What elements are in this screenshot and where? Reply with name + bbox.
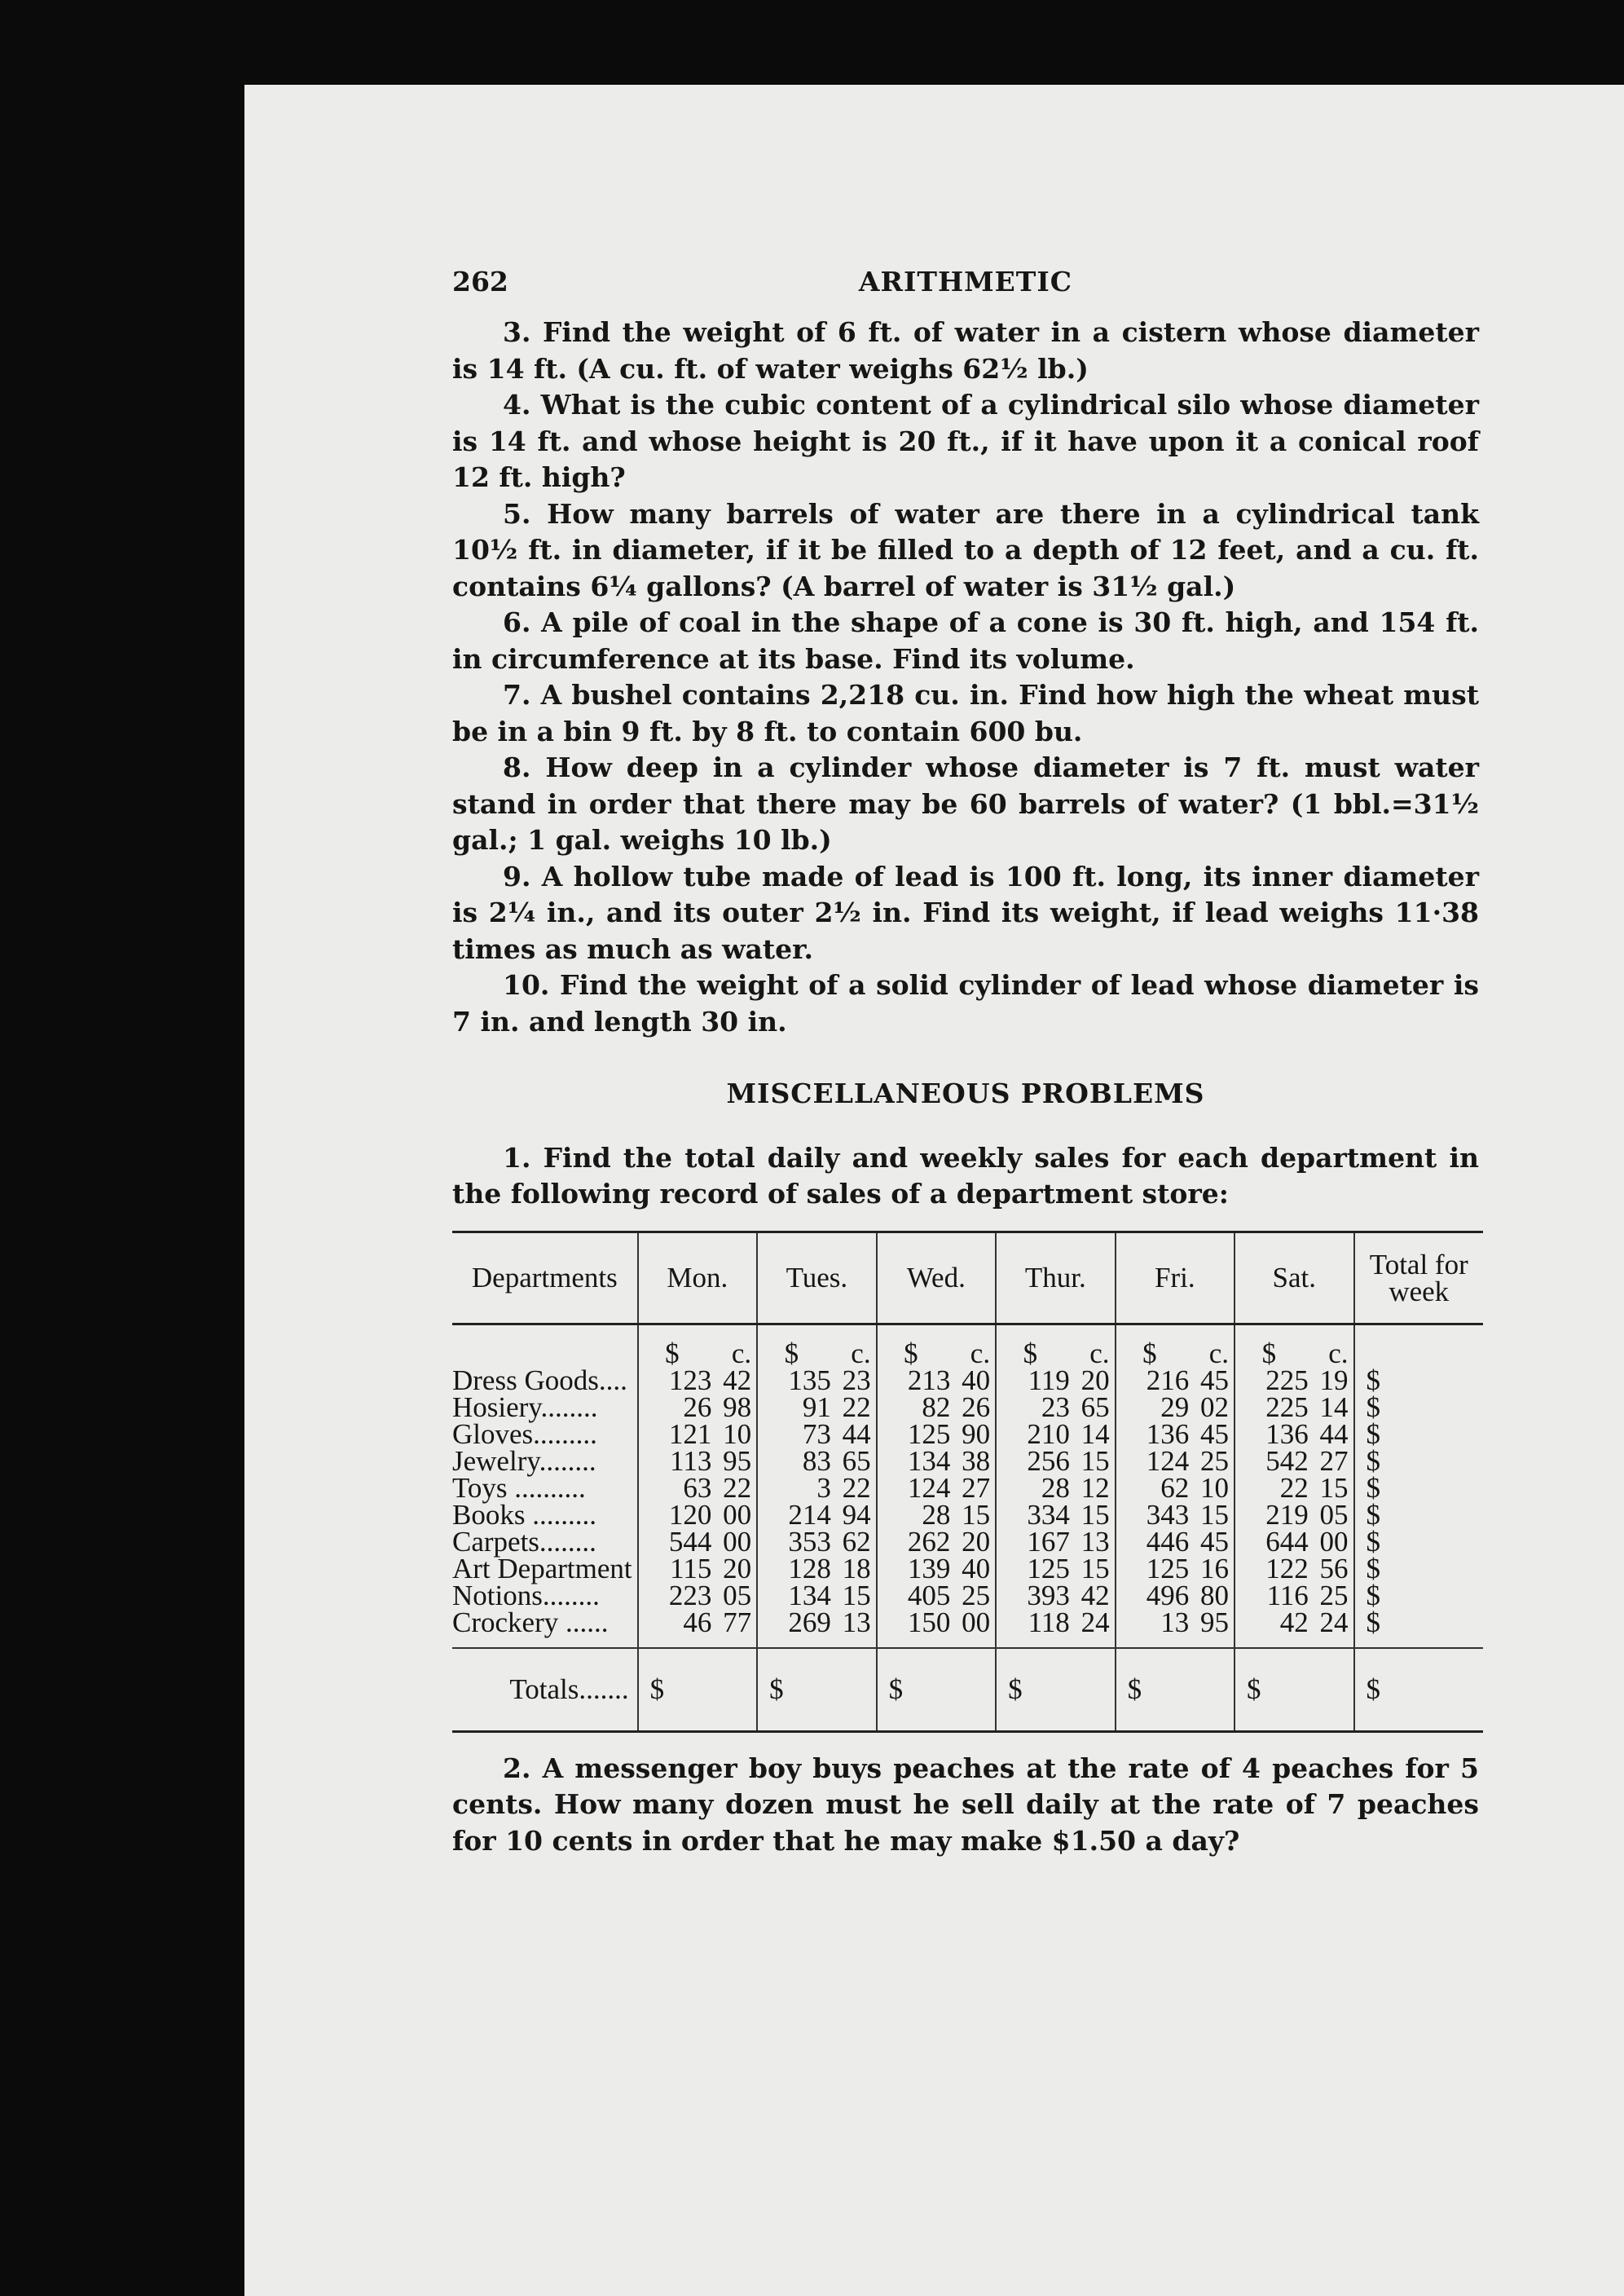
amount-dollars: 23: [1041, 1390, 1070, 1423]
amount-cents: 15: [1319, 1471, 1349, 1504]
amount-cents: 42: [1080, 1579, 1110, 1611]
amount-dollars: 134: [788, 1579, 831, 1611]
amount-dollars: 28: [922, 1498, 951, 1531]
units-label-cell: [452, 1324, 638, 1367]
table-row: [452, 1367, 1483, 1394]
units-cell: [757, 1324, 876, 1367]
sales-amount: [877, 1417, 996, 1450]
section-heading: MISCELLANEOUS PROBLEMS: [726, 1077, 1205, 1109]
sales-amount: [638, 1498, 757, 1531]
amount-dollars: 544: [668, 1525, 712, 1558]
totals-cell: $: [1116, 1648, 1235, 1732]
sales-amount: [1235, 1390, 1353, 1423]
amount-cents: 45: [1200, 1525, 1230, 1558]
sales-amount: [1235, 1525, 1353, 1558]
department-name: Jewelry........: [452, 1444, 596, 1477]
amount-cents: 10: [1200, 1471, 1230, 1504]
amount-dollars: 118: [1028, 1606, 1070, 1638]
amount-dollars: 393: [1027, 1579, 1070, 1611]
amount-cents: 90: [962, 1417, 991, 1450]
amount-cents: 77: [723, 1606, 752, 1638]
amount-dollars: 167: [1027, 1525, 1070, 1558]
amount-cents: 14: [1080, 1417, 1110, 1450]
running-title: ARITHMETIC: [858, 266, 1073, 297]
amount-dollars: 82: [922, 1390, 951, 1423]
totals-cell: $: [1354, 1648, 1483, 1732]
sales-amount: [877, 1606, 996, 1648]
totals-cell: $: [1235, 1648, 1353, 1732]
amount-cents: 65: [1080, 1390, 1110, 1423]
department-name: Books .........: [452, 1498, 596, 1531]
sales-table-body: [452, 1324, 1483, 1731]
amount-cents: 16: [1200, 1552, 1230, 1584]
amount-dollars: 120: [668, 1498, 712, 1531]
amount-dollars: 210: [1027, 1417, 1070, 1450]
amount-dollars: 542: [1265, 1444, 1309, 1477]
sales-amount: [757, 1364, 876, 1396]
week-total-cell: $: [1354, 1448, 1483, 1474]
table-row: [452, 1421, 1483, 1448]
amount-dollars: 29: [1160, 1390, 1190, 1423]
amount-cents: 20: [962, 1525, 991, 1558]
amount-cents: 15: [1200, 1498, 1230, 1531]
sales-amount: [1116, 1498, 1235, 1531]
sales-amount: [1116, 1552, 1235, 1584]
sales-amount: [877, 1364, 996, 1396]
amount-cents: 95: [723, 1444, 752, 1477]
sales-amount: [1235, 1444, 1353, 1477]
sales-amount: [1116, 1525, 1235, 1558]
sales-amount: [1116, 1471, 1235, 1504]
unit-dollar: $: [904, 1337, 918, 1369]
sales-amount: [638, 1364, 757, 1396]
table-header-row: [452, 1232, 1483, 1324]
book-page: [244, 85, 1624, 2296]
amount-cents: 12: [1080, 1471, 1110, 1504]
amount-cents: 40: [962, 1364, 991, 1396]
week-total-cell: $: [1354, 1474, 1483, 1501]
department-name: Notions........: [452, 1579, 600, 1611]
sales-amount: [1235, 1606, 1353, 1648]
week-total-cell: $: [1354, 1555, 1483, 1582]
sales-amount: [996, 1498, 1115, 1531]
week-total-cell: $: [1354, 1582, 1483, 1609]
sales-amount: [877, 1579, 996, 1611]
header-thur: Thur.: [996, 1232, 1115, 1324]
totals-row: [452, 1648, 1483, 1732]
amount-dollars: 405: [907, 1579, 951, 1611]
week-total-cell: $: [1354, 1609, 1483, 1648]
units-cell: [996, 1324, 1115, 1367]
amount-cents: 98: [723, 1390, 752, 1423]
sales-amount: [996, 1606, 1115, 1648]
problem-4: 4. What is the cubic content of a cylindrical silo whose diameter is 14 ft. and whose height is 20 ft., if it have upon it a conical roof 12 ft. high?: [452, 389, 1479, 493]
unit-dollar: $: [784, 1337, 799, 1369]
totals-cell: $: [996, 1648, 1115, 1732]
sales-amount: [996, 1390, 1115, 1423]
amount-cents: 15: [1080, 1552, 1110, 1584]
amount-dollars: 73: [802, 1417, 831, 1450]
sales-amount: [757, 1417, 876, 1450]
amount-dollars: 262: [907, 1525, 951, 1558]
unit-cent: c.: [731, 1337, 752, 1369]
page-content: [452, 264, 1479, 1859]
header-wed: Wed.: [877, 1232, 996, 1324]
amount-dollars: 46: [683, 1606, 712, 1638]
amount-dollars: 116: [1266, 1579, 1309, 1611]
amount-cents: 10: [723, 1417, 752, 1450]
amount-cents: 27: [1319, 1444, 1349, 1477]
amount-dollars: 13: [1160, 1606, 1190, 1638]
sales-amount: [877, 1390, 996, 1423]
amount-dollars: 135: [788, 1364, 831, 1396]
department-name: Hosiery........: [452, 1390, 598, 1423]
sales-amount: [1235, 1471, 1353, 1504]
amount-dollars: 113: [670, 1444, 712, 1477]
amount-cents: 27: [962, 1471, 991, 1504]
amount-dollars: 125: [1146, 1552, 1190, 1584]
totals-cell: $: [877, 1648, 996, 1732]
amount-dollars: 150: [907, 1606, 951, 1638]
amount-dollars: 62: [1160, 1471, 1190, 1504]
unit-dollar: $: [1261, 1337, 1277, 1369]
sales-amount: [1116, 1606, 1235, 1648]
department-name: Carpets........: [452, 1525, 596, 1558]
sales-amount: [638, 1471, 757, 1504]
amount-dollars: 225: [1265, 1390, 1309, 1423]
sales-amount: [1116, 1579, 1235, 1611]
amount-cents: 00: [723, 1525, 752, 1558]
amount-dollars: 214: [788, 1498, 831, 1531]
unit-dollar: $: [1023, 1337, 1038, 1369]
amount-cents: 05: [723, 1579, 752, 1611]
sales-amount: [1235, 1364, 1353, 1396]
amount-cents: 56: [1319, 1552, 1349, 1584]
sales-amount: [757, 1444, 876, 1477]
amount-dollars: 123: [668, 1364, 712, 1396]
sales-amount: [1116, 1444, 1235, 1477]
amount-cents: 20: [723, 1552, 752, 1584]
amount-cents: 00: [962, 1606, 991, 1638]
misc-problem-1: 1. Find the total daily and weekly sales for each department in the following record of sales of a department store:: [452, 1141, 1479, 1210]
problem-5: 5. How many barrels of water are there in a cylindrical tank 10½ ft. in diameter, if it be filled to a depth of 12 feet, and a cu. ft. contains 6¼ gallons? (A barrel of water is 31½ gal.): [452, 497, 1479, 602]
amount-dollars: 121: [668, 1417, 712, 1450]
sales-amount: [996, 1364, 1115, 1396]
amount-cents: 22: [723, 1471, 752, 1504]
sales-amount: [996, 1471, 1115, 1504]
amount-cents: 02: [1200, 1390, 1230, 1423]
amount-cents: 22: [842, 1390, 871, 1423]
sales-amount: [996, 1444, 1115, 1477]
amount-dollars: 353: [788, 1525, 831, 1558]
units-cell: [877, 1324, 996, 1367]
table-row: [452, 1528, 1483, 1555]
amount-dollars: 644: [1265, 1525, 1309, 1558]
amount-dollars: 334: [1027, 1498, 1070, 1531]
sales-amount: [757, 1498, 876, 1531]
sales-amount: [877, 1552, 996, 1584]
unit-cent: c.: [970, 1337, 991, 1369]
sales-amount: [877, 1525, 996, 1558]
amount-dollars: 125: [907, 1417, 951, 1450]
sales-amount: [638, 1444, 757, 1477]
unit-cent: c.: [1208, 1337, 1230, 1369]
sales-amount: [638, 1552, 757, 1584]
amount-cents: 65: [842, 1444, 871, 1477]
sales-amount: [996, 1579, 1115, 1611]
amount-dollars: 213: [907, 1364, 951, 1396]
sales-amount: [996, 1525, 1115, 1558]
table-row: [452, 1555, 1483, 1582]
sales-amount: [1116, 1364, 1235, 1396]
sales-table: [452, 1231, 1483, 1733]
department-name: Gloves.........: [452, 1417, 597, 1450]
misc-problem-2: 2. A messenger boy buys peaches at the rate of 4 peaches for 5 cents. How many dozen must he sell daily at the rate of 7 peaches for 10 cents in order that he may make $1.50 a day?: [452, 1752, 1479, 1857]
header-sat: Sat.: [1235, 1232, 1353, 1324]
amount-dollars: 136: [1265, 1417, 1309, 1450]
page-number: 262: [452, 266, 508, 297]
units-cell: [638, 1324, 757, 1367]
amount-dollars: 134: [907, 1444, 951, 1477]
amount-cents: 14: [1319, 1390, 1349, 1423]
amount-dollars: 124: [907, 1471, 951, 1504]
totals-cell: $: [638, 1648, 757, 1732]
sales-amount: [638, 1579, 757, 1611]
amount-cents: 15: [1080, 1498, 1110, 1531]
amount-dollars: 446: [1146, 1525, 1190, 1558]
header-fri: Fri.: [1116, 1232, 1235, 1324]
department-name: Art Department: [452, 1552, 632, 1584]
amount-cents: 44: [842, 1417, 871, 1450]
sales-amount: [757, 1471, 876, 1504]
sales-amount: [757, 1525, 876, 1558]
page-header: [452, 264, 1479, 315]
department-name: Crockery ......: [452, 1606, 609, 1638]
department-name: Toys ..........: [452, 1471, 586, 1504]
amount-cents: 45: [1200, 1417, 1230, 1450]
units-week-cell: [1354, 1324, 1483, 1367]
amount-dollars: 115: [670, 1552, 712, 1584]
amount-cents: 05: [1319, 1498, 1349, 1531]
sales-amount: [1235, 1417, 1353, 1450]
amount-cents: 24: [1319, 1606, 1349, 1638]
amount-cents: 13: [842, 1606, 871, 1638]
amount-cents: 80: [1200, 1579, 1230, 1611]
amount-dollars: 124: [1146, 1444, 1190, 1477]
amount-dollars: 128: [788, 1552, 831, 1584]
amount-cents: 25: [962, 1579, 991, 1611]
sales-amount: [638, 1606, 757, 1648]
header-mon: Mon.: [638, 1232, 757, 1324]
unit-cent: c.: [1328, 1337, 1349, 1369]
sales-amount: [877, 1444, 996, 1477]
problem-8: 8. How deep in a cylinder whose diameter is 7 ft. must water stand in order that there may be 60 barrels of water? (1 bbl.=31½ gal.; 1 gal. weighs 10 lb.): [452, 751, 1479, 856]
table-row: [452, 1609, 1483, 1648]
sales-amount: [877, 1471, 996, 1504]
amount-dollars: 125: [1027, 1552, 1070, 1584]
amount-dollars: 139: [907, 1552, 951, 1584]
amount-dollars: 136: [1146, 1417, 1190, 1450]
table-row: [452, 1394, 1483, 1421]
amount-cents: 00: [1319, 1525, 1349, 1558]
problem-9: 9. A hollow tube made of lead is 100 ft. long, its inner diameter is 2¼ in., and its outer 2½ in. Find its weight, if lead weighs 11·38 times as much as water.: [452, 860, 1479, 965]
amount-dollars: 216: [1146, 1364, 1190, 1396]
amount-cents: 18: [842, 1552, 871, 1584]
amount-cents: 23: [842, 1364, 871, 1396]
amount-cents: 13: [1080, 1525, 1110, 1558]
amount-cents: 44: [1319, 1417, 1349, 1450]
department-name: Dress Goods....: [452, 1364, 627, 1396]
amount-dollars: 496: [1146, 1579, 1190, 1611]
sales-amount: [638, 1417, 757, 1450]
amount-cents: 20: [1080, 1364, 1110, 1396]
amount-cents: 25: [1319, 1579, 1349, 1611]
week-total-cell: $: [1354, 1528, 1483, 1555]
sales-amount: [757, 1390, 876, 1423]
sales-amount: [757, 1552, 876, 1584]
sales-amount: [1116, 1390, 1235, 1423]
units-cell: [1235, 1324, 1353, 1367]
amount-cents: 24: [1080, 1606, 1110, 1638]
amount-cents: 00: [723, 1498, 752, 1531]
amount-dollars: 122: [1265, 1552, 1309, 1584]
amount-dollars: 83: [802, 1444, 831, 1477]
units-cell: [1116, 1324, 1235, 1367]
amount-cents: 38: [962, 1444, 991, 1477]
sales-amount: [1116, 1417, 1235, 1450]
amount-cents: 42: [723, 1364, 752, 1396]
amount-dollars: 22: [1279, 1471, 1309, 1504]
problem-7: 7. A bushel contains 2,218 cu. in. Find how high the wheat must be in a bin 9 ft. by 8 ft. to contain 600 bu.: [452, 679, 1479, 747]
amount-cents: 15: [1080, 1444, 1110, 1477]
sales-amount: [638, 1390, 757, 1423]
sales-amount: [996, 1552, 1115, 1584]
amount-dollars: 3: [816, 1471, 831, 1504]
amount-dollars: 119: [1028, 1364, 1070, 1396]
sales-amount: [1235, 1498, 1353, 1531]
amount-cents: 15: [962, 1498, 991, 1531]
amount-dollars: 225: [1265, 1364, 1309, 1396]
week-total-cell: $: [1354, 1501, 1483, 1528]
header-total-for-week: Total for week: [1354, 1232, 1483, 1324]
amount-cents: 15: [842, 1579, 871, 1611]
week-total-cell: $: [1354, 1421, 1483, 1448]
amount-dollars: 219: [1265, 1498, 1309, 1531]
unit-cent: c.: [1089, 1337, 1110, 1369]
amount-dollars: 26: [683, 1390, 712, 1423]
week-total-cell: $: [1354, 1394, 1483, 1421]
sales-amount: [757, 1606, 876, 1648]
amount-dollars: 256: [1027, 1444, 1070, 1477]
problem-6: 6. A pile of coal in the shape of a cone is 30 ft. high, and 154 ft. in circumference at its base. Find its volume.: [452, 606, 1479, 675]
amount-cents: 45: [1200, 1364, 1230, 1396]
amount-dollars: 223: [668, 1579, 712, 1611]
unit-dollar: $: [1142, 1337, 1157, 1369]
sales-amount: [996, 1417, 1115, 1450]
amount-dollars: 343: [1146, 1498, 1190, 1531]
problem-3: 3. Find the weight of 6 ft. of water in a cistern whose diameter is 14 ft. (A cu. ft. of water weighs 62½ lb.): [452, 316, 1479, 385]
totals-cell: $: [757, 1648, 876, 1732]
amount-dollars: 28: [1041, 1471, 1070, 1504]
amount-cents: 25: [1200, 1444, 1230, 1477]
amount-dollars: 91: [802, 1390, 831, 1423]
table-row: [452, 1501, 1483, 1528]
sales-amount: [1235, 1552, 1353, 1584]
amount-cents: 94: [842, 1498, 871, 1531]
units-row: [452, 1324, 1483, 1367]
amount-dollars: 42: [1279, 1606, 1309, 1638]
sales-amount: [877, 1498, 996, 1531]
unit-cent: c.: [851, 1337, 871, 1369]
problem-10: 10. Find the weight of a solid cylinder of lead whose diameter is 7 in. and length 30 in.: [452, 969, 1479, 1038]
header-tues: Tues.: [757, 1232, 876, 1324]
unit-dollar: $: [665, 1337, 680, 1369]
amount-cents: 22: [842, 1471, 871, 1504]
table-row: [452, 1448, 1483, 1474]
amount-dollars: 63: [683, 1471, 712, 1504]
amount-dollars: 269: [788, 1606, 831, 1638]
sales-amount: [1235, 1579, 1353, 1611]
totals-label: Totals.......: [452, 1648, 638, 1732]
amount-cents: 19: [1319, 1364, 1349, 1396]
amount-cents: 40: [962, 1552, 991, 1584]
table-row: [452, 1582, 1483, 1609]
header-departments: Departments: [452, 1232, 638, 1324]
week-total-cell: $: [1354, 1367, 1483, 1394]
amount-cents: 95: [1200, 1606, 1230, 1638]
sales-amount: [757, 1579, 876, 1611]
amount-cents: 26: [962, 1390, 991, 1423]
amount-cents: 62: [842, 1525, 871, 1558]
table-row: [452, 1474, 1483, 1501]
sales-amount: [638, 1525, 757, 1558]
